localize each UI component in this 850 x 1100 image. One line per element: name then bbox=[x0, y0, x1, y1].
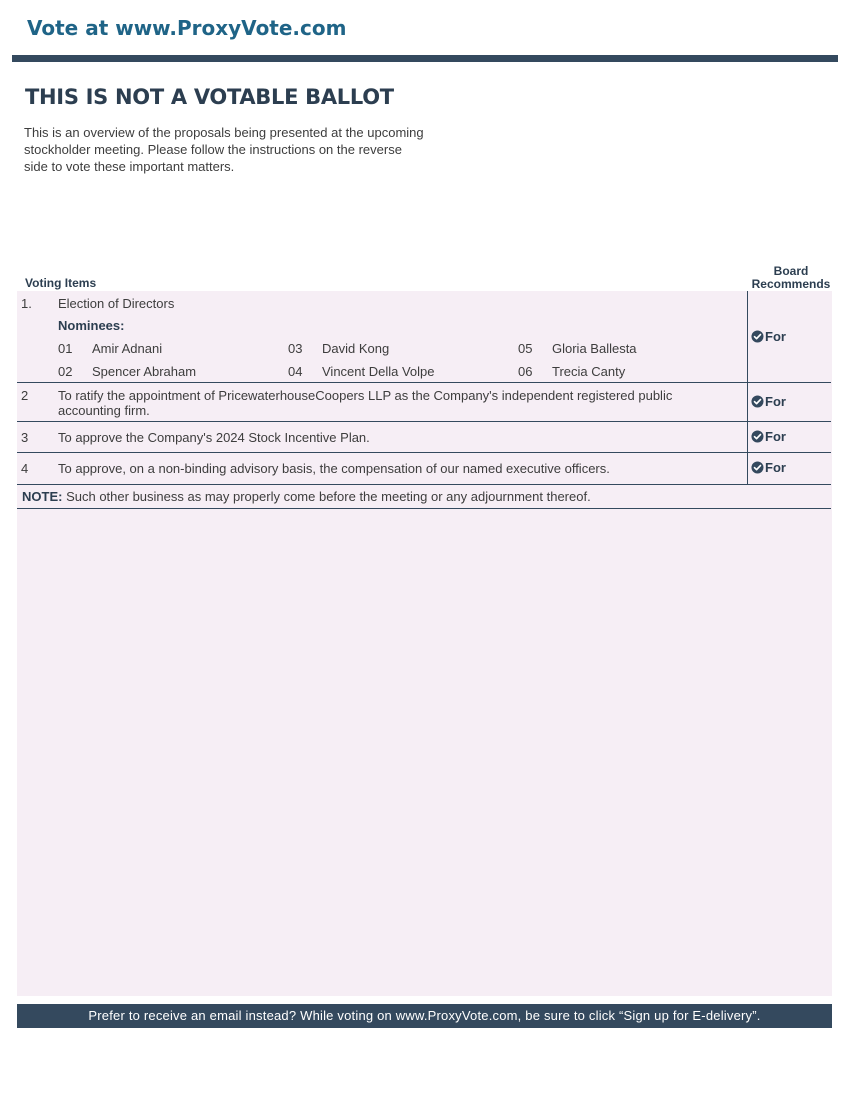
nominee-name: David Kong bbox=[322, 341, 390, 356]
recommendation-label: For bbox=[765, 394, 786, 409]
nominee-number: 06 bbox=[518, 364, 533, 379]
nominee-number: 05 bbox=[518, 341, 533, 356]
nominee-name: Vincent Della Volpe bbox=[322, 364, 435, 379]
item-1-number: 1. bbox=[21, 296, 32, 311]
note-text: Such other business as may properly come before the meeting or any adjournment thereof. bbox=[66, 489, 591, 504]
nominee-number: 03 bbox=[288, 341, 303, 356]
nominee-name: Gloria Ballesta bbox=[552, 341, 637, 356]
check-circle-icon bbox=[751, 395, 764, 408]
item-2-text: To ratify the appointment of PricewaterhouseCoopers LLP as the Company's independent registered public accounting firm. bbox=[58, 388, 673, 418]
recommendation-label: For bbox=[765, 429, 786, 444]
header-rule bbox=[12, 55, 838, 62]
nominee-number: 02 bbox=[58, 364, 73, 379]
note-line bbox=[22, 489, 591, 504]
page-title: THIS IS NOT A VOTABLE BALLOT bbox=[25, 85, 394, 109]
nominees-label: Nominees: bbox=[58, 318, 125, 333]
item-2-number: 2 bbox=[21, 388, 29, 403]
item-3-recommendation bbox=[751, 429, 786, 444]
board-recommends-header: Board Recommends bbox=[751, 264, 831, 291]
recommendation-label: For bbox=[765, 460, 786, 475]
row-divider bbox=[17, 452, 831, 453]
row-divider bbox=[17, 382, 831, 383]
check-circle-icon bbox=[751, 430, 764, 443]
nominee-number: 01 bbox=[58, 341, 73, 356]
proxyvote-link[interactable]: Vote at www.ProxyVote.com bbox=[27, 16, 347, 40]
recommendation-label: For bbox=[765, 329, 786, 344]
intro-text: This is an overview of the proposals being presented at the upcoming stockholder meeting. Please follow the instructions on the reverse side to vote these important matters. bbox=[24, 125, 424, 174]
footer-banner: Prefer to receive an email instead? While voting on www.ProxyVote.com, be sure to click “Sign up for E-delivery”. bbox=[17, 1004, 832, 1028]
nominee-name: Trecia Canty bbox=[552, 364, 626, 379]
nominee-name: Amir Adnani bbox=[92, 341, 163, 356]
item-4-recommendation bbox=[751, 460, 786, 475]
item-3-text: To approve the Company's 2024 Stock Incentive Plan. bbox=[58, 430, 370, 445]
row-divider bbox=[17, 484, 831, 485]
item-2-recommendation bbox=[751, 394, 786, 409]
nominee-number: 04 bbox=[288, 364, 303, 379]
nominee-name: Spencer Abraham bbox=[92, 364, 197, 379]
item-4-text: To approve, on a non-binding advisory basis, the compensation of our named executive officers. bbox=[58, 461, 610, 476]
item-1-recommendation bbox=[751, 329, 786, 344]
item-4-number: 4 bbox=[21, 461, 29, 476]
voting-items-header: Voting Items bbox=[25, 276, 97, 290]
item-1-text: Election of Directors bbox=[58, 296, 175, 311]
note-label: NOTE: bbox=[22, 489, 63, 504]
check-circle-icon bbox=[751, 330, 764, 343]
check-circle-icon bbox=[751, 461, 764, 474]
item-3-number: 3 bbox=[21, 430, 29, 445]
column-divider bbox=[747, 291, 748, 484]
row-divider bbox=[17, 508, 831, 509]
row-divider bbox=[17, 421, 831, 422]
